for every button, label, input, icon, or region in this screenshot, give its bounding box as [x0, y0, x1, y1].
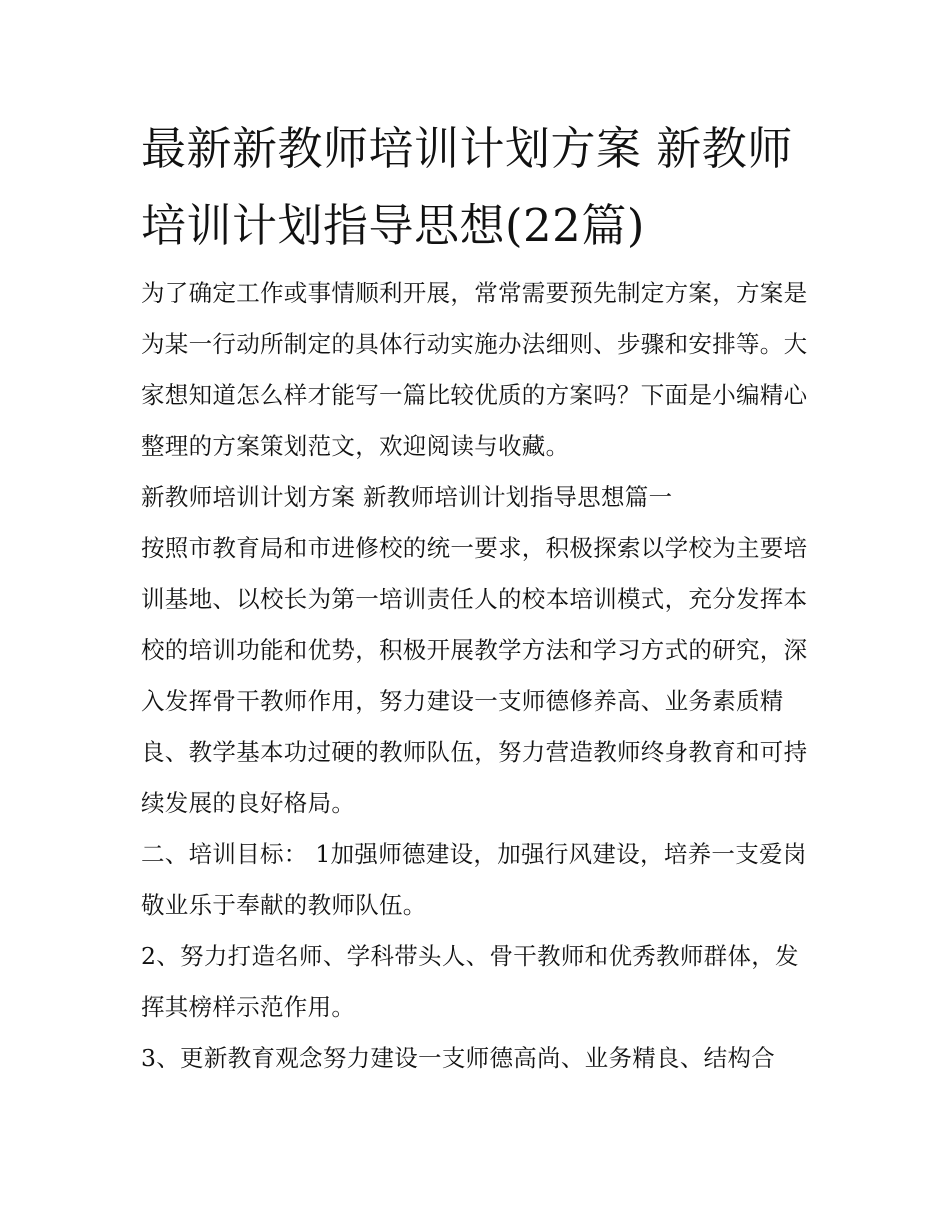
goal-item-3: 3、更新教育观念努力建设一支师德高尚、业务精良、结构合 — [141, 1044, 776, 1072]
goal-item-2: 2、努力打造名师、学科带头人、骨干教师和优秀教师群体，发挥其榜样示范作用。 — [141, 942, 799, 1021]
document-body — [141, 268, 813, 1084]
document-title: 最新新教师培训计划方案 新教师培训计划指导思想(22篇) — [141, 122, 793, 252]
guiding-principle-paragraph: 按照市教育局和市进修校的统一要求，积极探索以学校为主要培训基地、以校长为第一培训责任人的校本培训模式，充分发挥本校的培训功能和优势，积极开展教学方法和学习方式的研究，深入发挥骨干教师作用，努力建设一支师德修养高、业务素质精良、教学基本功过硬的教师队伍，努力营造教师终身教育和可持续发展的良好格局。 — [141, 534, 808, 817]
section-heading: 新教师培训计划方案 新教师培训计划指导思想篇一 — [141, 483, 673, 511]
training-goal-paragraph: 二、培训目标： 1加强师德建设，加强行风建设，培养一支爱岗敬业乐于奉献的教师队伍。 — [141, 840, 807, 919]
intro-paragraph: 为了确定工作或事情顺利开展，常常需要预先制定方案，方案是为某一行动所制定的具体行动实施办法细则、步骤和安排等。大家想知道怎么样才能写一篇比较优质的方案吗？下面是小编精心整理的方案策划范文，欢迎阅读与收藏。 — [141, 279, 808, 460]
document-page — [141, 110, 813, 1084]
